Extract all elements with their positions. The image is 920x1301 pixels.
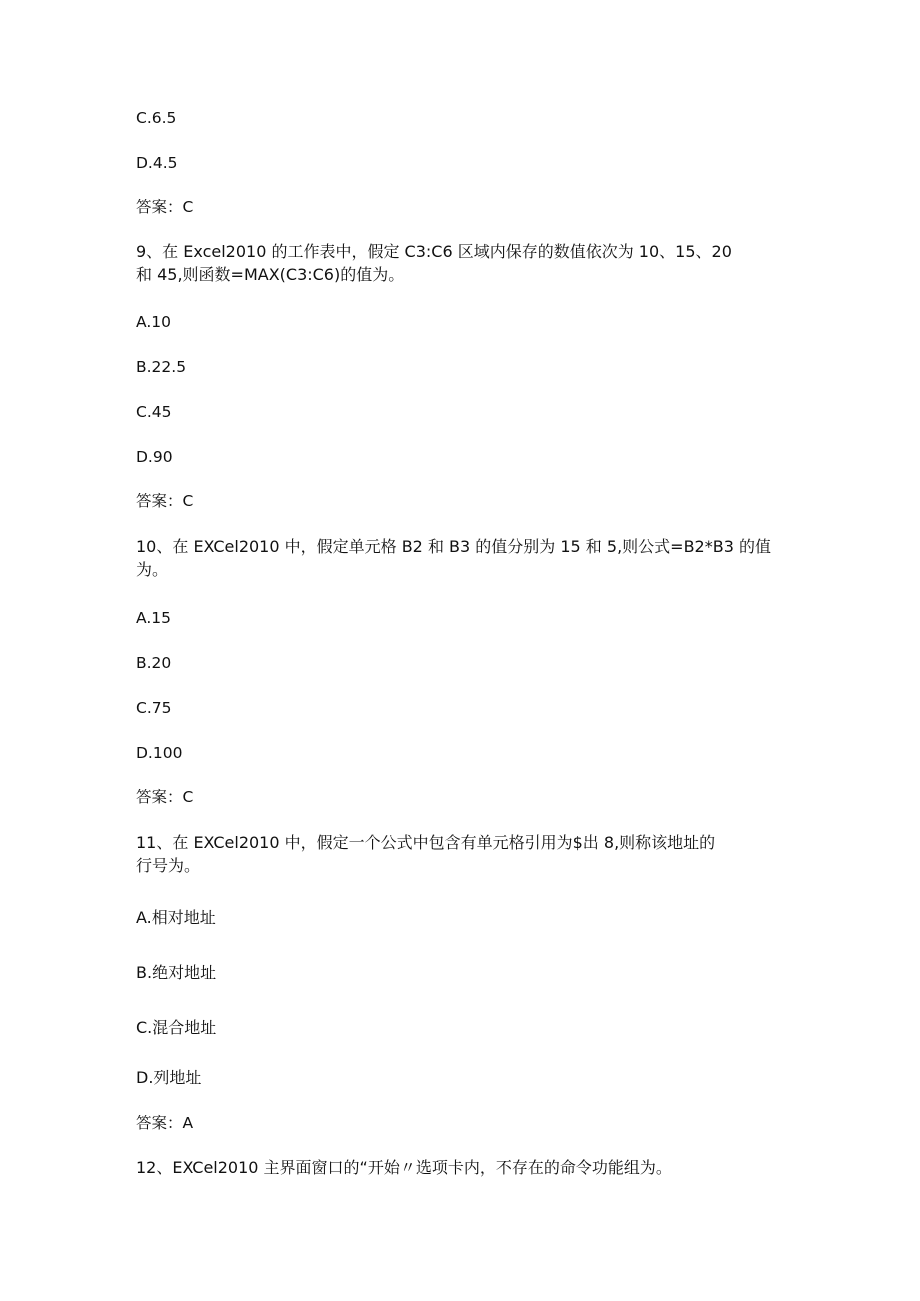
q10-option-a: A.15	[136, 609, 171, 627]
q11-option-c: C.混合地址	[136, 1018, 217, 1037]
q11-answer: 答案：A	[136, 1114, 194, 1132]
q10-option-d: D.100	[136, 744, 183, 762]
q12-text-line1: 12、EXCel2010 主界面窗口的“开始〃选项卡内，不存在的命令功能组为。	[136, 1158, 672, 1177]
q9-option-b: B.22.5	[136, 358, 187, 376]
q9-option-d: D.90	[136, 448, 173, 466]
q11-option-d: D.列地址	[136, 1068, 202, 1087]
q10-text-line1: 10、在 EXCel2010 中，假定单元格 B2 和 B3 的值分别为 15 和 5,则公式=B2*B3 的值	[136, 537, 771, 556]
q10-option-b: B.20	[136, 654, 172, 672]
q9-question	[136, 240, 796, 286]
q8-answer: 答案：C	[136, 198, 194, 216]
q8-option-d: D.4.5	[136, 154, 178, 172]
q11-text-line2: 行号为。	[136, 856, 201, 875]
q11-option-b: B.绝对地址	[136, 963, 217, 982]
q9-answer: 答案：C	[136, 492, 194, 510]
q9-option-c: C.45	[136, 403, 172, 421]
q9-option-a: A.10	[136, 313, 171, 331]
q10-option-c: C.75	[136, 699, 172, 717]
q10-question	[136, 535, 796, 581]
q10-answer: 答案：C	[136, 788, 194, 806]
q8-option-c: C.6.5	[136, 109, 177, 127]
q9-text-line1: 9、在 Excel2010 的工作表中，假定 C3:C6 区域内保存的数值依次为 10、15、20	[136, 242, 732, 261]
q11-text-line1: 11、在 EXCel2010 中，假定一个公式中包含有单元格引用为$出 8,则称该地址的	[136, 833, 716, 852]
q11-option-a: A.相对地址	[136, 908, 216, 927]
q10-text-line2: 为。	[136, 560, 169, 579]
q12-question	[136, 1156, 796, 1179]
q9-text-line2: 和 45,则函数=MAX(C3:C6)的值为。	[136, 265, 405, 284]
q11-question	[136, 831, 796, 877]
